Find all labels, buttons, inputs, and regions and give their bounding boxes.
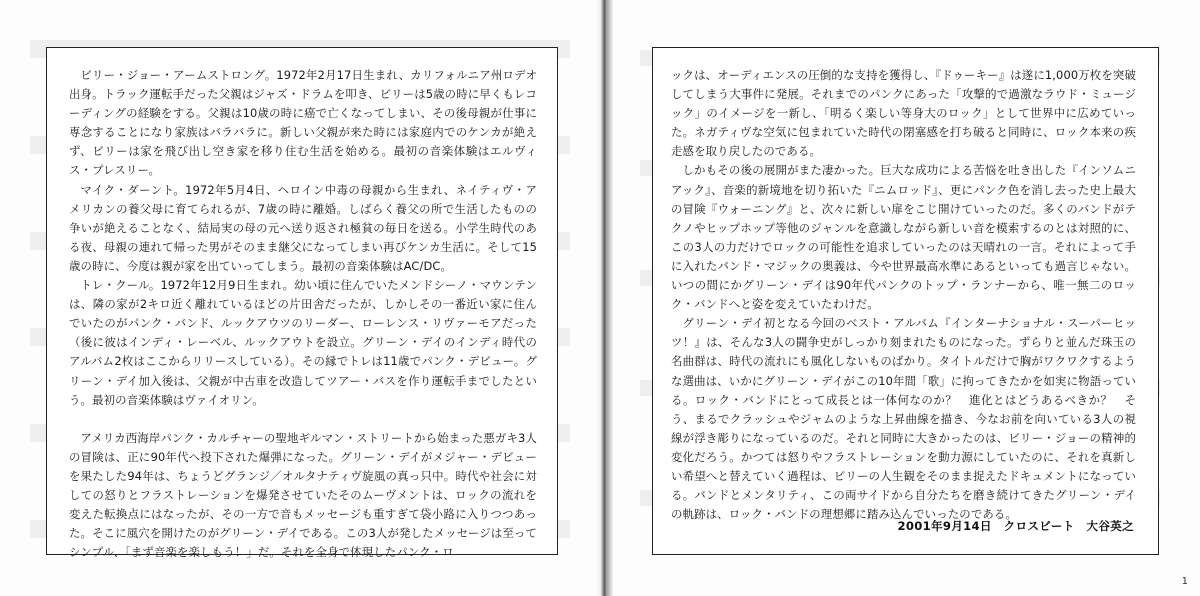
paragraph-west-coast-punk: アメリカ西海岸パンク・カルチャーの聖地ギルマン・ストリートから始まった悪ガキ3人の冒険は、正に90年代へ投下された爆弾になった。グリーン・デイがメジャー・デビューを果たした94年は、ちょうどグランジ／オルタナティヴ旋風の真っ只中。時代や社会に対しての怒りとフラストレーションを爆発させていたそのムーヴメントは、ロックの流れを変えた転換点にはなったが、その一方で音もメッセージも重すぎて袋小路に入りつつあった。そこに風穴を開けたのがグリーン・デイである。この3人が発したメッセージは至ってシンプル、「まず音楽を楽しもう！」だ。それを全身で体現したパンク・ロ [69, 430, 537, 560]
paragraph-mike-dirnt: マイク・ダーント。1972年5月4日、ヘロイン中毒の母親から生まれ、ネイティヴ・アメリカンの養父母に育てられるが、7歳の時に離婚。しばらく養父の所で生活したものの争いが絶えることなく、結局実の母の元へ送り返され極貧の毎日を送る。小学生時代のある夜、母親の連れて帰った男がそのまま継父になってしまい再びケンカ生活に。そして15歳の時に、今度は親が家を出ていってしまう。最初の音楽体験はAC/DC。 [69, 182, 537, 273]
page-number: 1 [1181, 576, 1188, 587]
paragraph-later-albums: しかもその後の展開がまた凄かった。巨大な成功による苦悩を吐き出した『インソムニアック』、音楽的新境地を切り拓いた『ニムロッド』、更にパンク色を消し去った史上最大の冒険『ウォーニング』と、次々に新しい扉をこじ開けていったのだ。多くのバンドがテクノやヒップホップ等他のジャンルを意識しながら新しい音を模索するのとは対照的に、この3人の力だけでロックの可能性を追求していったのは天晴れの一言。それによって手に入れたバンド・マジックの奥義は、今や世界最高水準にあるといっても過言じゃない。いつの間にかグリーン・デイは90年代パンクのトップ・ランナーから、唯一無二のロック・バンドへと姿を変えていたわけだ。 [671, 163, 1136, 312]
author-signature: 2001年9月14日 クロスビート 大谷英之 [897, 519, 1134, 533]
page-gutter [595, 0, 613, 596]
paragraph-dookie: ックは、オーディエンスの圧倒的な支持を獲得し、『ドゥーキー』は遂に1,000万枚を突破してしまう大事件に発展。それまでのパンクにあった「攻撃的で過激なラウド・ミュージック」のイメージを一新し、「明るく楽しい等身大のロック」として世界中に広めていった。ネガティヴな空気に包まれていた時代の閉塞感を打ち破ると同時に、ロック本来の疾走感を取り戻したのである。 [671, 68, 1136, 159]
left-text-frame [46, 47, 558, 560]
right-text-frame [652, 47, 1159, 555]
paragraph-best-album: グリーン・デイ初となる今回のベスト・アルバム『インターナショナル・スーパーヒッツ！』は、そんな3人の闘争史がしっかり刻まれたものになった。ずらりと並んだ珠玉の名曲群は、時代の流れにも風化しないものばかり。タイトルだけで胸がワクワクするような選曲は、いかにグリーン・デイがこの10年間「歌」に拘ってきたかを如実に物語っている。ロック・バンドにとって成長とは一体何なのか？ 進化とはどうあるべきか？ そう、まるでクラッシュやジャムのような上昇曲線を描き、今なお前を向いている3人の視線が浮き彫りになっているのだ。それと同時に大きかったのは、ビリー・ジョーの精神的変化だろう。かつては怒りやフラストレーションを動力源にしていたのに、それを真新しい希望へと替えていく過程は、ビリーの人生観をそのまま捉えたドキュメントになっている。バンドとメンタリティ、この両サイドから自分たちを磨き続けてきたグリーン・デイの軌跡は、ロック・バンドの理想郷に踏み込んでいったのである。 [671, 316, 1136, 522]
paragraph-tre-cool: トレ・クール。1972年12月9日生まれ。幼い頃に住んでいたメンドシーノ・マウンテンは、隣の家が2キロ近く離れているほどの片田舎だったが、しかしその一番近い家に住んでいたのがパンク・バンド、ルックアウツのリーダー、ローレンス・リヴァーモアだった（後に彼はインディ・レーベル、ルックアウトを設立。グリーン・デイのインディ時代のアルバム2枚はここからリリースしている）。その縁でトレは11歳でパンク・デビュー。グリーン・デイ加入後は、父親が中古車を改造してツアー・バスを作り運転手までしたという。最初の音楽体験はヴァイオリン。 [69, 278, 537, 407]
paragraph-billie-joe: ビリー・ジョー・アームストロング。1972年2月17日生まれ、カリフォルニア州ロデオ出身。トラック運転手だった父親はジャズ・ドラムを叩き、ビリーは5歳の時に早くもレコーディングの経験をする。父親は10歳の時に癌で亡くなってしまい、その後母親が仕事に専念することになり家族はバラバラに。新しい父親が来た時には家庭内でのケンカが絶えず、ビリーは家を飛び出し空き家を移り住む生活を始める。最初の音楽体験はエルヴィス・プレスリー。 [69, 68, 537, 178]
